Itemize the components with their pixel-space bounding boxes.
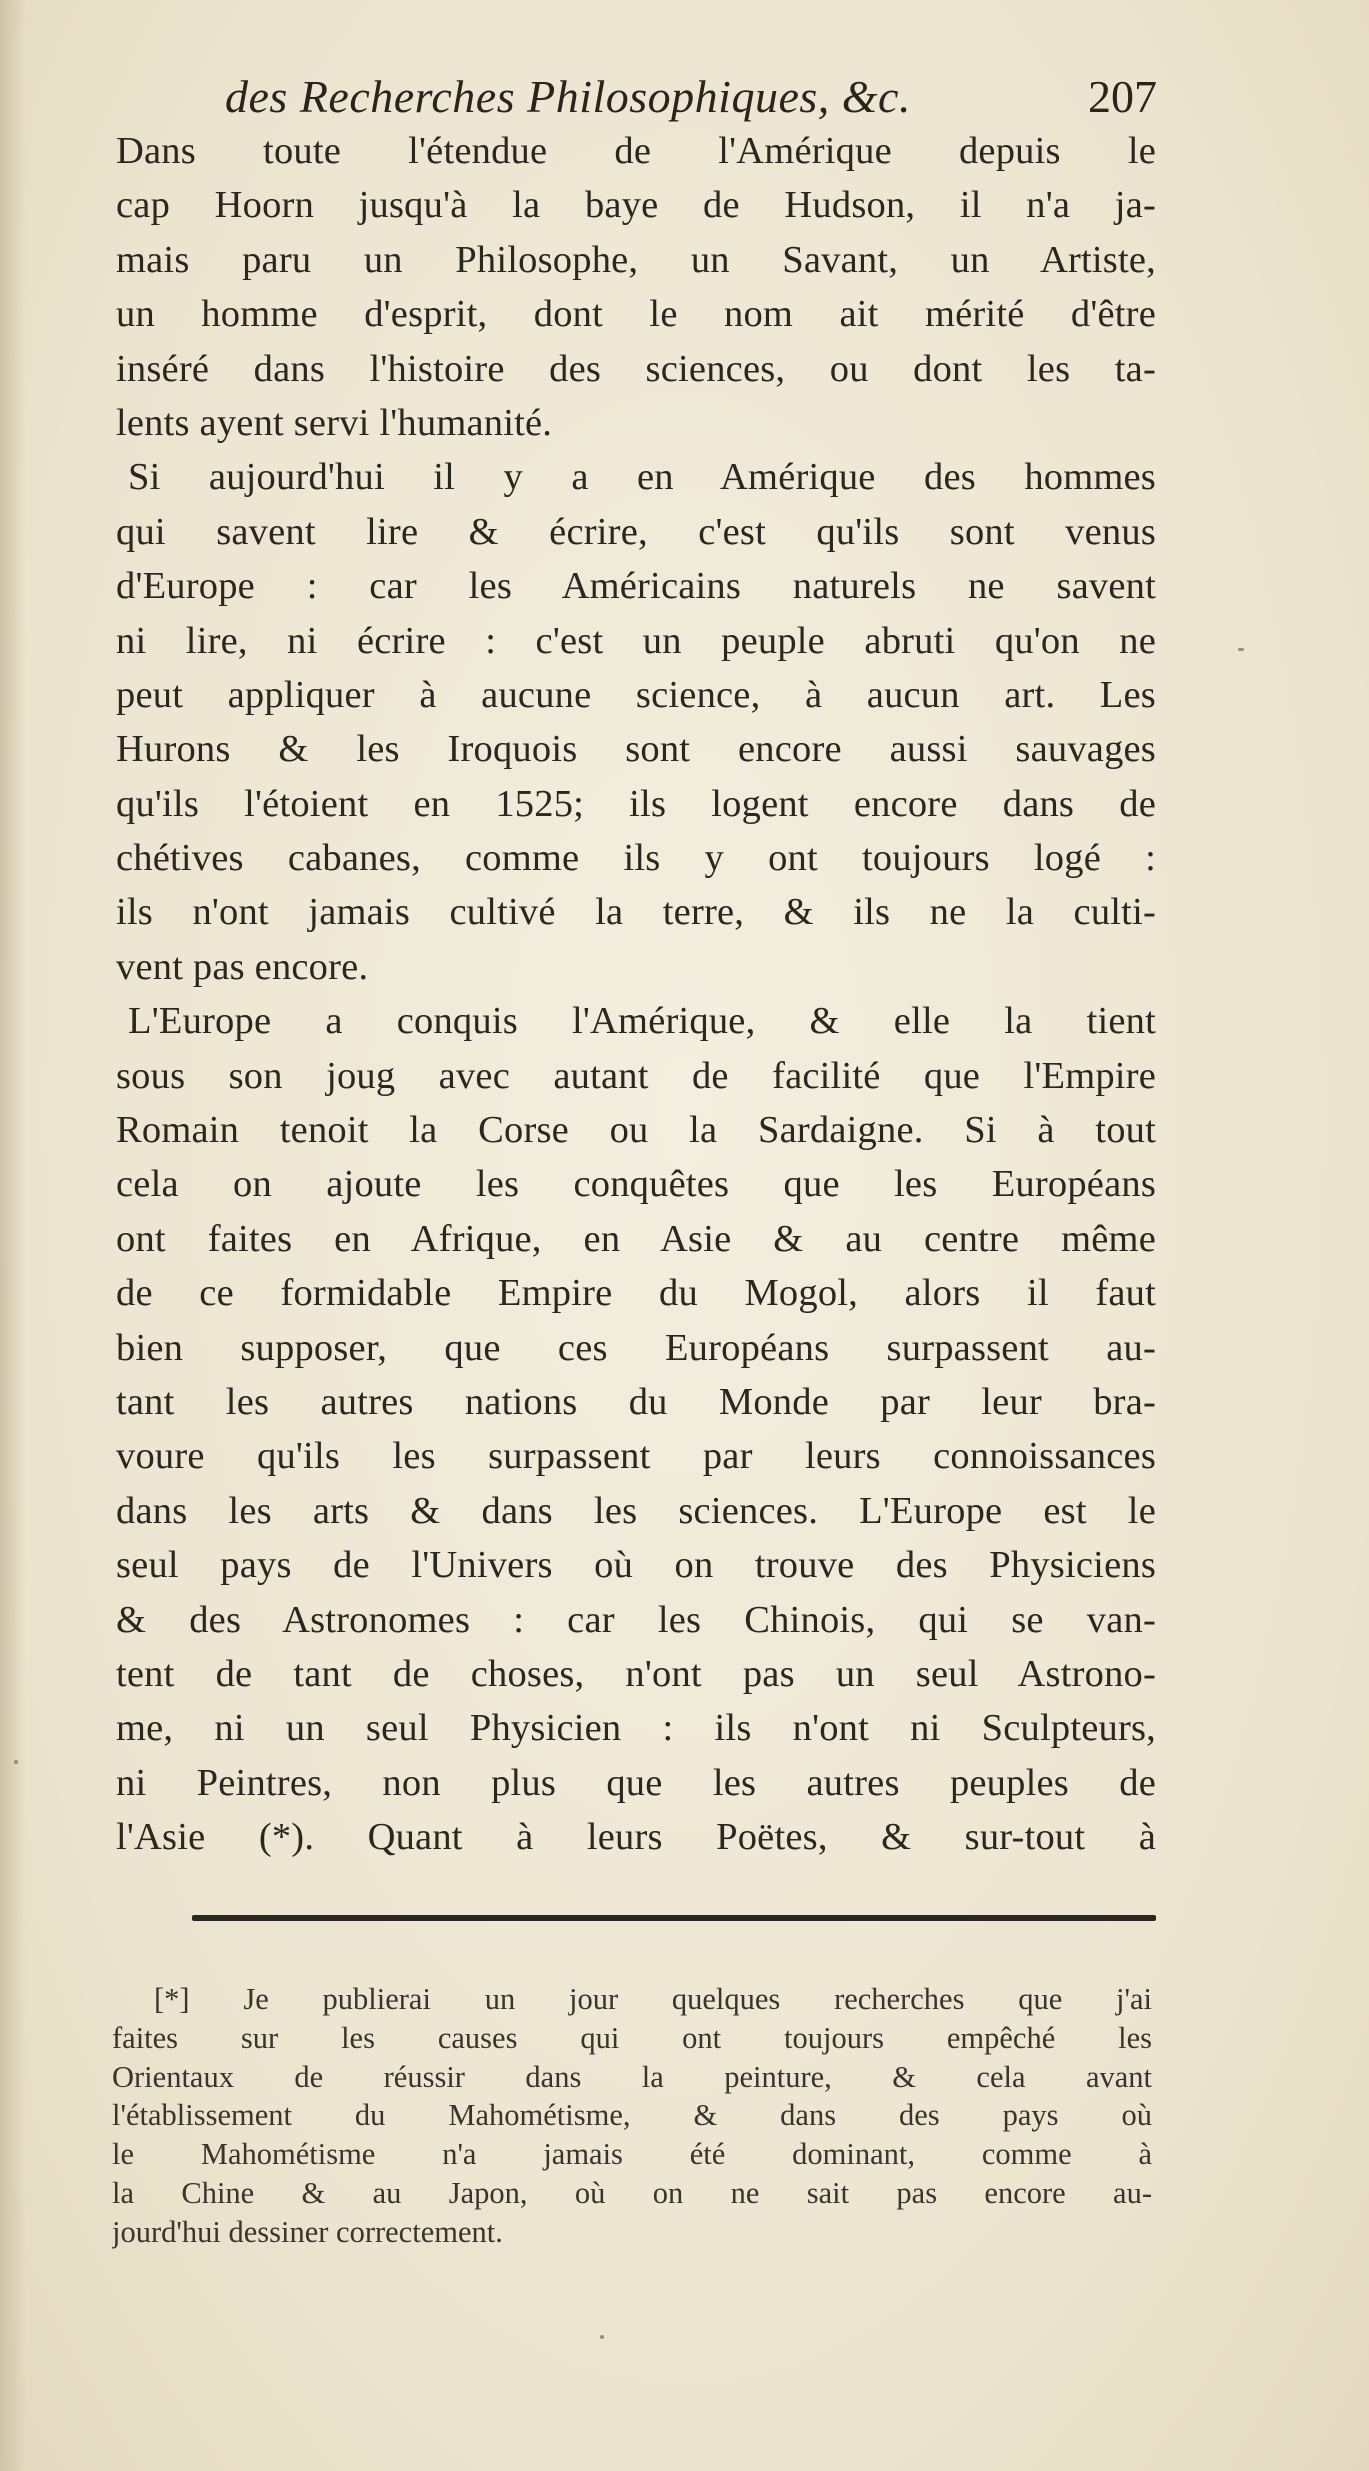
paper-speck [14, 1760, 18, 1764]
footnote-line: [*] Je publierai un jour quelques recherches que j'ai [154, 1982, 1152, 2016]
page-number: 207 [1088, 71, 1157, 122]
running-title: des Recherches Philosophiques, &c. [225, 71, 911, 122]
body-line: tant les autres nations du Monde par leur bra- [116, 1380, 1156, 1423]
body-line: cap Hoorn jusqu'à la baye de Hudson, il n'a ja- [116, 184, 1156, 227]
body-line: & des Astronomes : car les Chinois, qui se van- [116, 1598, 1156, 1641]
body-line: qui savent lire & écrire, c'est qu'ils sont venus [116, 510, 1156, 553]
footnote-line: l'établissement du Mahométisme, & dans des pays où [112, 2098, 1152, 2133]
footnote-line: la Chine & au Japon, où on ne sait pas encore au- [112, 2175, 1152, 2210]
body-line: Si aujourd'hui il y a en Amérique des hommes [128, 456, 1156, 499]
body-line: vent pas encore. [116, 945, 369, 988]
body-line: L'Europe a conquis l'Amérique, & elle la tient [128, 1000, 1156, 1043]
body-line: peut appliquer à aucune science, à aucun art. Les [116, 673, 1156, 716]
body-text [116, 124, 1156, 1865]
body-line: me, ni un seul Physicien : ils n'ont ni Sculpteurs, [116, 1707, 1156, 1750]
footnote-line: faites sur les causes qui ont toujours empêché les [112, 2020, 1152, 2055]
body-line: tent de tant de choses, n'ont pas un seul Astrono- [116, 1652, 1156, 1695]
body-line: cela on ajoute les conquêtes que les Européans [116, 1163, 1156, 1206]
paper-speck [1238, 648, 1244, 651]
body-line: de ce formidable Empire du Mogol, alors il faut [116, 1272, 1156, 1315]
body-line: ni lire, ni écrire : c'est un peuple abruti qu'on ne [116, 619, 1156, 662]
body-line: voure qu'ils les surpassent par leurs connoissances [116, 1435, 1156, 1478]
spine-shadow [0, 0, 26, 2471]
body-line: inséré dans l'histoire des sciences, ou dont les ta- [116, 347, 1156, 390]
body-line: Hurons & les Iroquois sont encore aussi sauvages [116, 728, 1156, 771]
footnote-line: Orientaux de réussir dans la peinture, & cela avant [112, 2059, 1152, 2094]
paper-speck [600, 2335, 604, 2339]
body-line: lents ayent servi l'humanité. [116, 401, 553, 444]
body-line: Dans toute l'étendue de l'Amérique depuis le [116, 130, 1156, 172]
body-line: l'Asie (*). Quant à leurs Poëtes, & sur-tout à [116, 1816, 1156, 1859]
body-line: bien supposer, que ces Européans surpassent au- [116, 1326, 1156, 1369]
body-line: chétives cabanes, comme ils y ont toujours logé : [116, 837, 1156, 880]
footnote-separator-rule [192, 1915, 1156, 1921]
body-line: mais paru un Philosophe, un Savant, un Artiste, [116, 238, 1156, 281]
body-line: ont faites en Afrique, en Asie & au centre même [116, 1217, 1156, 1260]
body-line: d'Europe : car les Américains naturels ne savent [116, 565, 1156, 608]
body-line: dans les arts & dans les sciences. L'Europe est le [116, 1489, 1156, 1532]
body-line: qu'ils l'étoient en 1525; ils logent encore dans de [116, 782, 1156, 825]
body-line: seul pays de l'Univers où on trouve des Physiciens [116, 1544, 1156, 1587]
body-line: un homme d'esprit, dont le nom ait mérité d'être [116, 293, 1156, 336]
footnote-line: jourd'hui dessiner correctement. [112, 2214, 503, 2249]
body-line: ni Peintres, non plus que les autres peuples de [116, 1761, 1156, 1804]
body-line: ils n'ont jamais cultivé la terre, & ils ne la culti- [116, 891, 1156, 934]
body-line: sous son joug avec autant de facilité que l'Empire [116, 1054, 1156, 1097]
body-line: Romain tenoit la Corse ou la Sardaigne. Si à tout [116, 1109, 1156, 1152]
footnote-line: le Mahométisme n'a jamais été dominant, comme à [112, 2137, 1152, 2172]
footnote [112, 1980, 1152, 2252]
